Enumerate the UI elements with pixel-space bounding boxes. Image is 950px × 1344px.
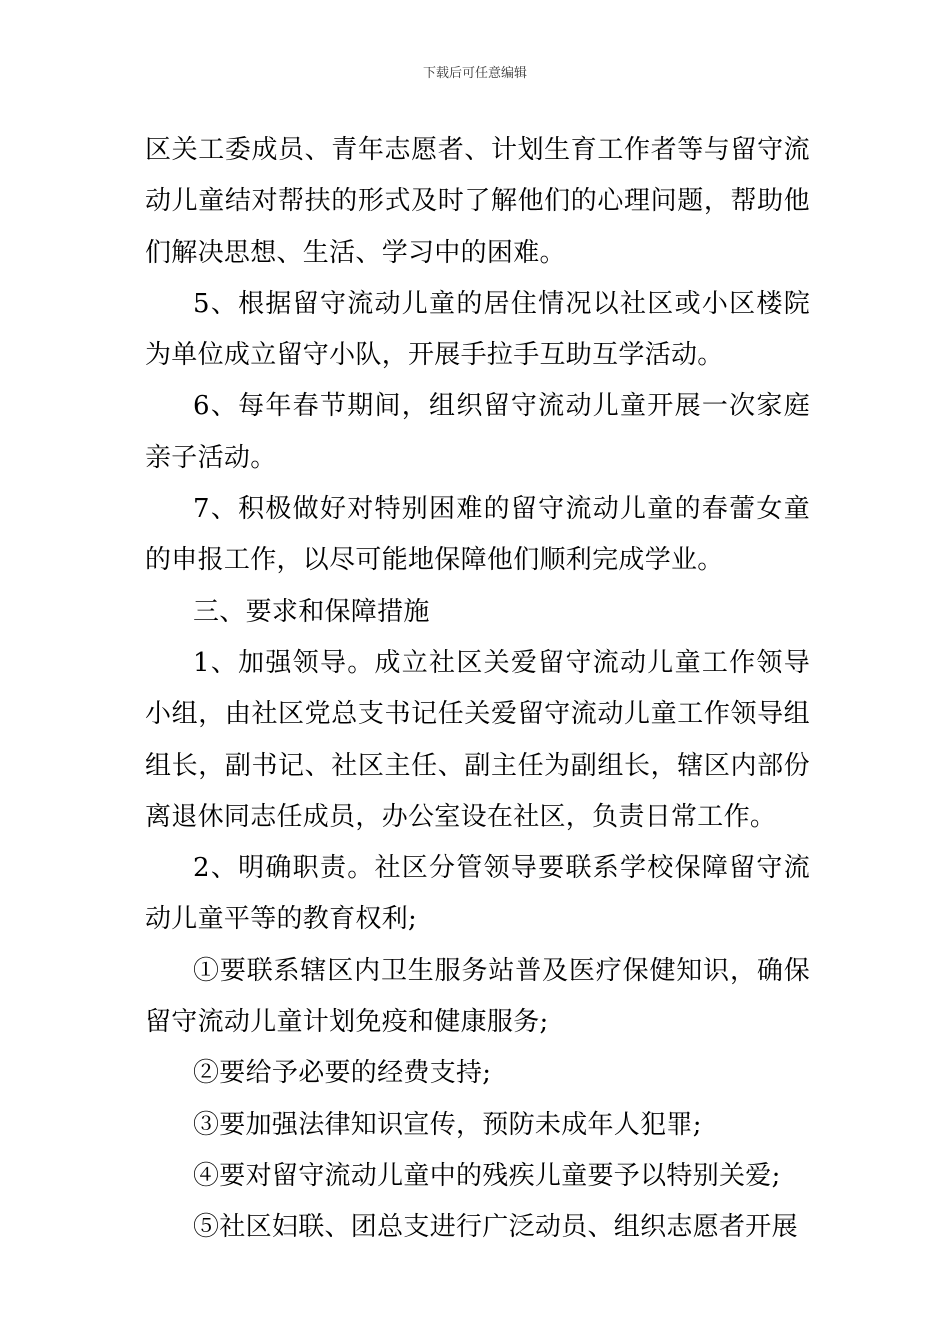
section-heading: 三、要求和保障措施 bbox=[193, 596, 430, 627]
paragraph-7: 2、明确职责。社区分管领导要联系学校保障留守流动儿童平等的教育权利; bbox=[145, 853, 810, 935]
paragraph-2: 5、根据留守流动儿童的居住情况以社区或小区楼院为单位成立留守小队，开展手拉手互助互学活动。 bbox=[145, 288, 810, 371]
paragraph-3: 6、每年春节期间，组织留守流动儿童开展一次家庭亲子活动。 bbox=[145, 391, 810, 473]
paragraph-6: 1、加强领导。成立社区关爱留守流动儿童工作领导小组，由社区党总支书记任关爱留守流动儿童工作领导组组长，副书记、社区主任、副主任为副组长，辖区内部份离退休同志任成员，办公室设在社区，负责日常工作。 bbox=[145, 647, 810, 832]
paragraph-12: ⑤社区妇联、团总支进行广泛动员、组织志愿者开展 bbox=[193, 1212, 798, 1243]
paragraph-11: ④要对留守流动儿童中的残疾儿童要予以特别关爱; bbox=[193, 1160, 781, 1191]
paragraph-9: ②要给予必要的经费支持; bbox=[193, 1058, 492, 1089]
paragraph-8: ①要联系辖区内卫生服务站普及医疗保健知识，确保留守流动儿童计划免疫和健康服务; bbox=[145, 955, 810, 1038]
paragraph-1: 区关工委成员、青年志愿者、计划生育工作者等与留守流动儿童结对帮扶的形式及时了解他们的心理问题，帮助他们解决思想、生活、学习中的困难。 bbox=[145, 135, 810, 268]
page-header-note: 下载后可任意编辑 bbox=[422, 66, 527, 81]
paragraph-10: ③要加强法律知识宣传，预防未成年人犯罪; bbox=[193, 1109, 702, 1140]
document-body bbox=[145, 125, 810, 1254]
paragraph-4: 7、积极做好对特别困难的留守流动儿童的春蕾女童的申报工作，以尽可能地保障他们顺利完成学业。 bbox=[145, 494, 810, 576]
